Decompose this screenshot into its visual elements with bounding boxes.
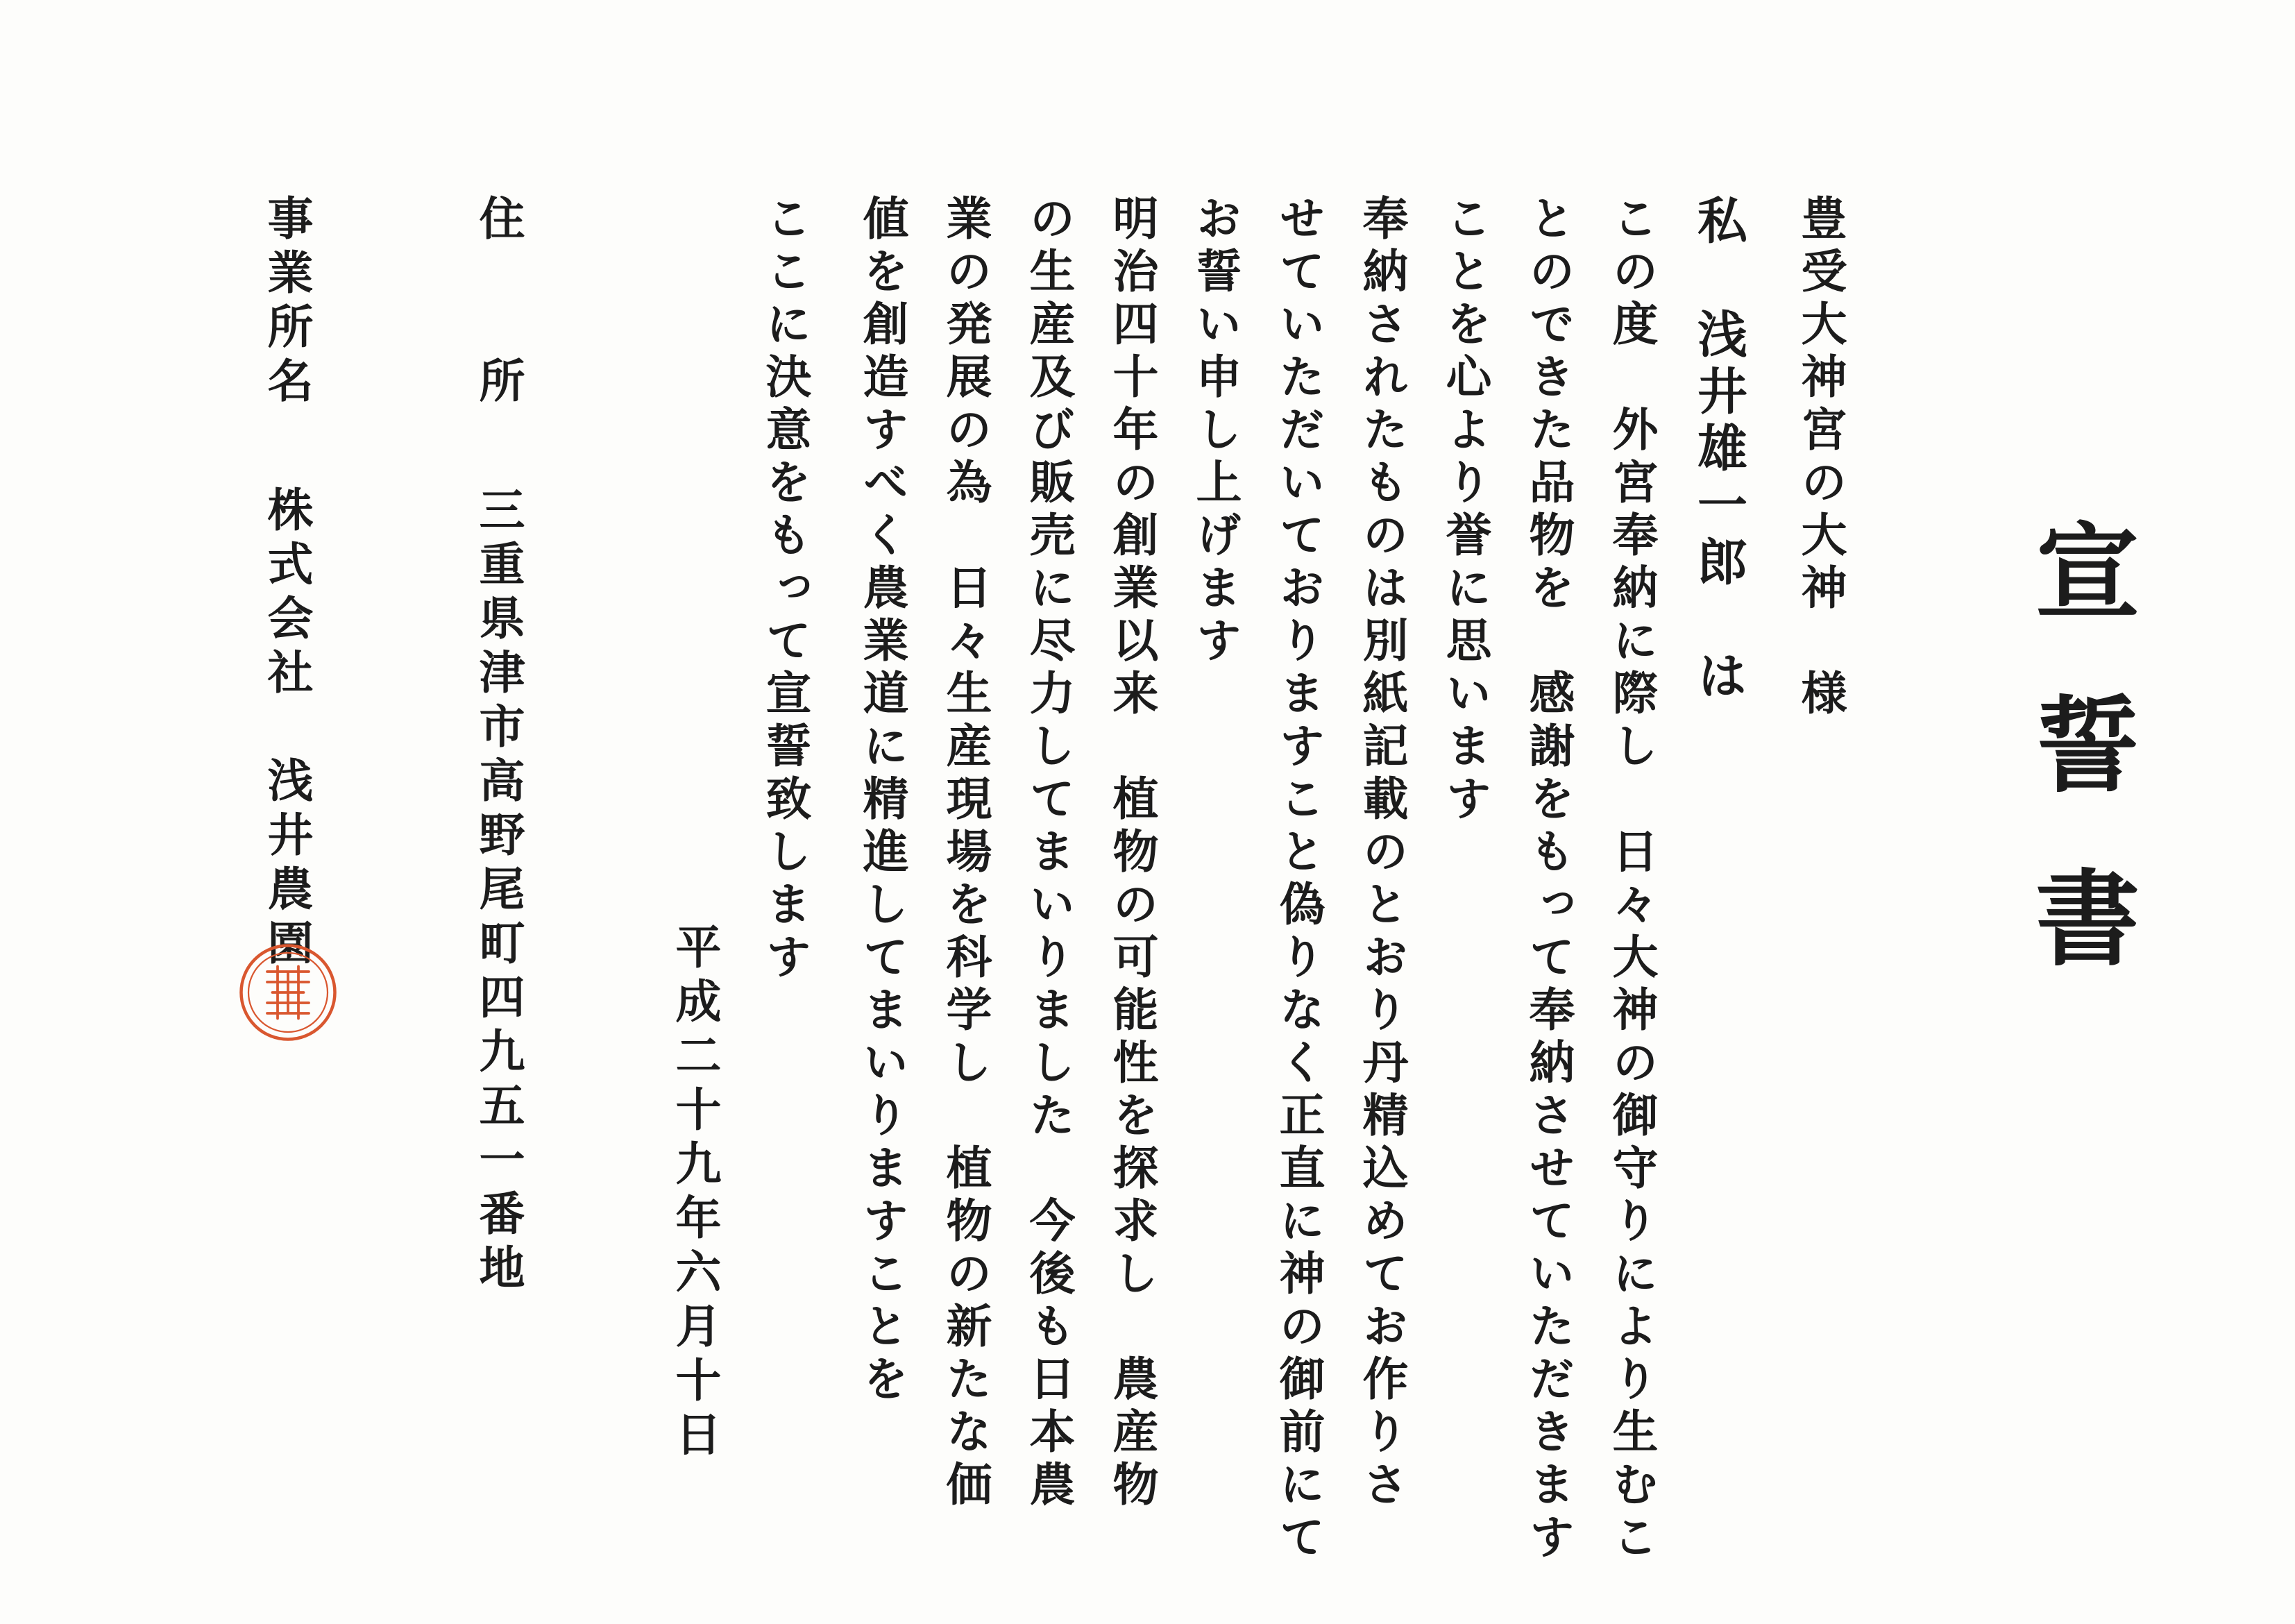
business-value: 株式会社 浅井農園 bbox=[260, 486, 314, 973]
body-line: 奉納されたものは別紙記載のとおり丹精込めてお作りさ bbox=[1355, 194, 1409, 1513]
body-line: ことを心より誉に思います bbox=[1438, 194, 1492, 827]
body-line: 業の発展の為 日々生産現場を科学し 植物の新たな価 bbox=[938, 194, 992, 1513]
addressee: 豊受大神宮の大神 様 bbox=[1793, 194, 1847, 722]
company-seal-stamp bbox=[236, 940, 340, 1044]
seal-glyph-strokes bbox=[267, 967, 309, 1019]
body-line: の生産及び販売に尽力してまいりました 今後も日本農 bbox=[1022, 194, 1076, 1513]
declarant-name: 私 浅井雄一郎 は bbox=[1689, 194, 1748, 707]
body-line: ここに決意をもって宣誓致します bbox=[758, 194, 812, 986]
body-line: 明治四十年の創業以来 植物の可能性を探求し 農産物 bbox=[1105, 194, 1159, 1513]
address-label: 住 所 bbox=[471, 194, 525, 411]
document-title: 宣誓書 bbox=[2017, 517, 2140, 1038]
body-line: とのできた品物を 感謝をもって奉納させていただきます bbox=[1521, 194, 1575, 1566]
body-line: お誓い申し上げます bbox=[1188, 194, 1242, 669]
declaration-date: 平成二十九年六月十日 bbox=[668, 923, 722, 1464]
body-line: せていただいておりますこと偽りなく正直に神の御前にて bbox=[1271, 194, 1326, 1566]
address-value: 三重県津市高野尾町四九五一番地 bbox=[471, 486, 525, 1298]
body-line: 値を創造すべく農業道に精進してまいりますことを bbox=[855, 194, 909, 1407]
business-label: 事業所名 bbox=[260, 194, 314, 411]
body-line: この度 外宮奉納に際し 日々大神の御守りにより生むこ bbox=[1604, 194, 1659, 1566]
